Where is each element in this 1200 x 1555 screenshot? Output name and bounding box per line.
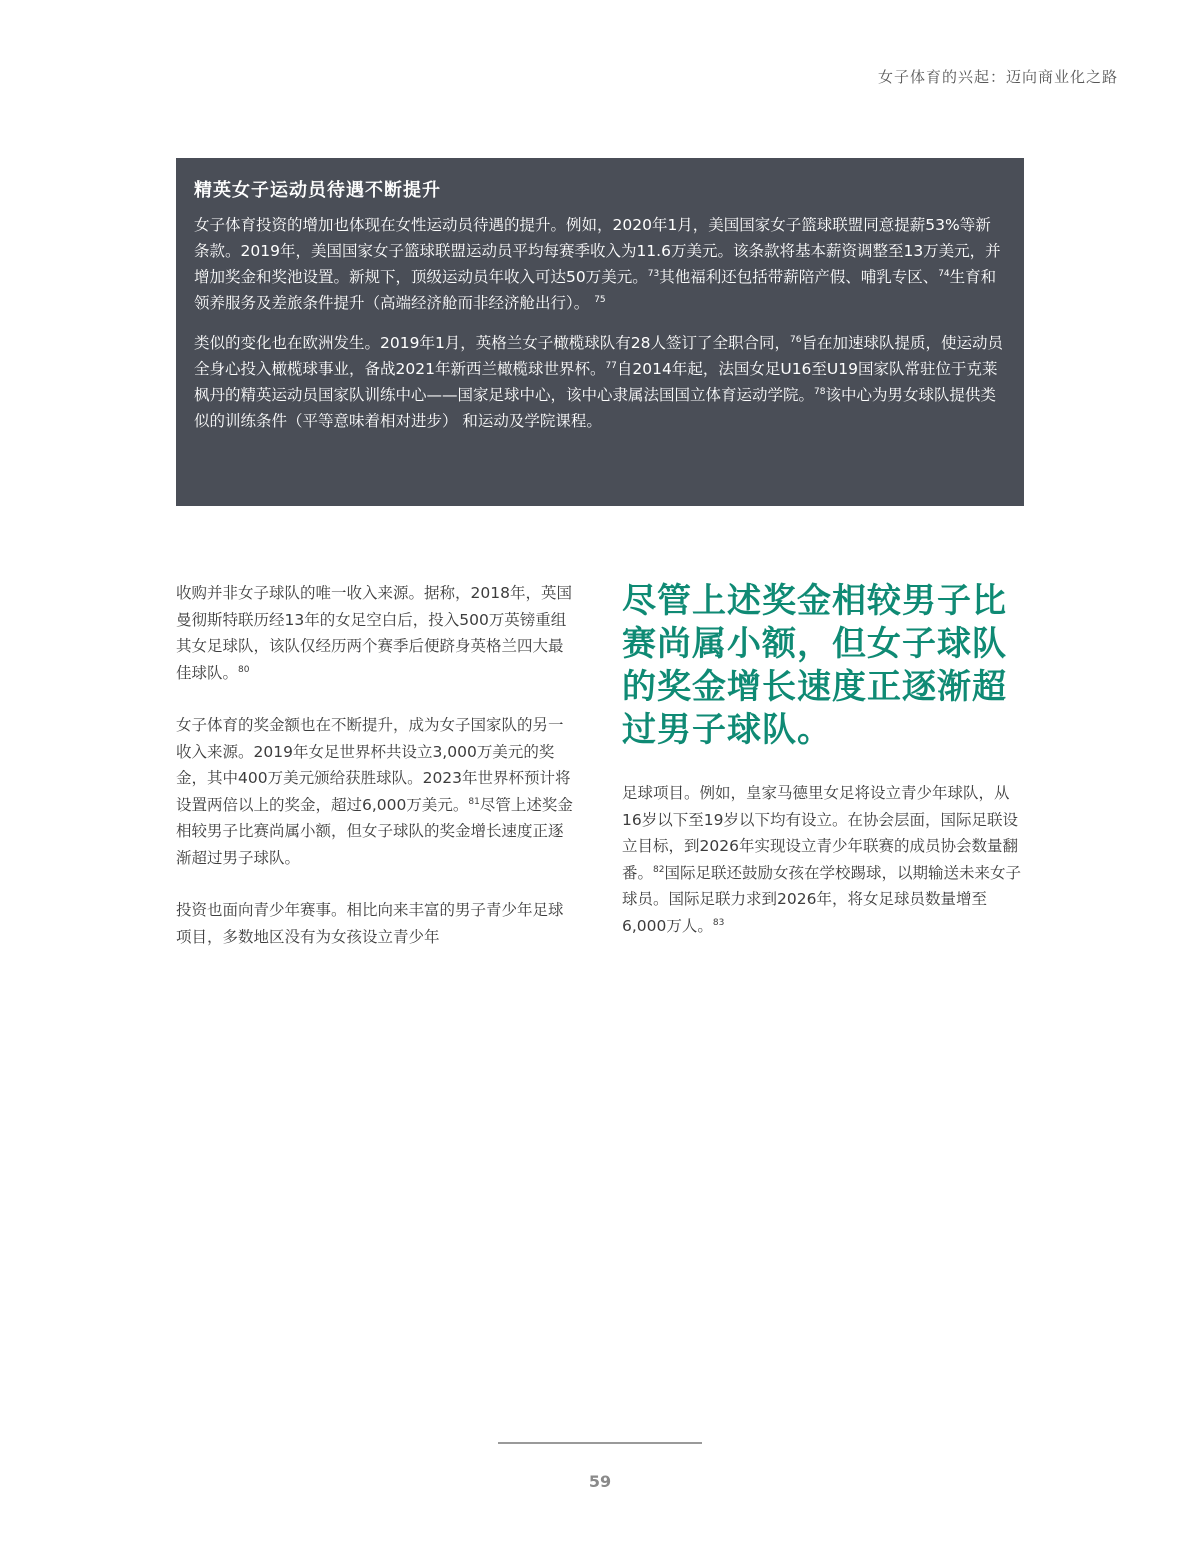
text-run: 其他福利还包括带薪陪产假、哺乳专区、 (659, 268, 939, 286)
body-paragraph (176, 712, 576, 871)
footnote-ref-78: 78 (814, 386, 826, 397)
body-paragraph (176, 580, 576, 686)
running-header: 女子体育的兴起：迈向商业化之路 (877, 68, 1118, 86)
callout-heading: 精英女子运动员待遇不断提升 (194, 180, 441, 201)
callout-box (176, 158, 1024, 506)
footnote-ref-81: 81 (468, 796, 480, 807)
text-run: 国际足联还鼓励女孩在学校踢球，以期输送未来女子球员。国际足联力求到2026年，将女足球员数量增至6,000万人。 (622, 863, 1021, 935)
left-column (176, 580, 576, 976)
pull-quote: 尽管上述奖金相较男子比赛尚属小额，但女子球队的奖金增长速度正逐渐超过男子球队。 (622, 581, 1007, 750)
footnote-ref-76: 76 (790, 334, 802, 345)
text-run: 旨在加速球队提质，使运动员全身心投入橄榄球事业，备战2021年新西兰橄榄球世界杯。 (194, 334, 1004, 378)
text-run: 尽管上述奖金相较男子比赛尚属小额，但女子球队的奖金增长速度正逐渐超过男子球队。 (176, 795, 573, 867)
footnote-ref-75: 75 (594, 294, 606, 305)
footnote-ref-77: 77 (605, 360, 617, 371)
text-run: 类似的变化也在欧洲发生。2019年1月，英格兰女子橄榄球队有28人签订了全职合同， (194, 334, 791, 352)
right-column (622, 580, 1024, 965)
footnote-ref-83: 83 (712, 917, 725, 928)
callout-paragraph (194, 330, 1006, 434)
footnote-ref-73: 73 (647, 268, 660, 279)
footnote-ref-74: 74 (938, 268, 950, 279)
body-paragraph (622, 780, 1024, 939)
text-run: 该中心为男女球队提供类似的训练条件（平等意味着相对进步） 和运动及学院课程。 (194, 386, 996, 430)
text-run: 足球项目。例如，皇家马德里女足将设立青少年球队，从16岁以下至19岁以下均有设立。在协会层面，国际足联设立目标，到2026年实现设立青少年联赛的成员协会数量翻番。 (622, 784, 1018, 882)
footnote-ref-82: 82 (653, 864, 665, 875)
text-run: 投资也面向青少年赛事。相比向来丰富的男子青少年足球项目，多数地区没有为女孩设立青少年 (176, 901, 564, 946)
footer-divider (498, 1442, 702, 1444)
text-run: 女子体育的奖金额也在不断提升，成为女子国家队的另一收入来源。2019年女足世界杯共设立3,000万美元的奖金，其中400万美元颁给获胜球队。2023年世界杯预计将设置两倍以上的奖金，超过6,000万美元。 (176, 716, 571, 814)
page-number: 59 (588, 1472, 612, 1491)
footnote-ref-80: 80 (238, 664, 250, 675)
text-run: 自2014年起，法国女足U16至U19国家队常驻位于克莱枫丹的精英运动员国家队训练中心——国家足球中心，该中心隶属法国国立体育运动学院。 (194, 360, 998, 404)
callout-paragraph (194, 212, 1006, 316)
text-run: 收购并非女子球队的唯一收入来源。据称，2018年，英国曼彻斯特联历经13年的女足空白后，投入500万英镑重组其女足球队，该队仅经历两个赛季后便跻身英格兰四大最佳球队。 (176, 584, 572, 682)
text-run: 生育和领养服务及差旅条件提升（高端经济舱而非经济舱出行）。 (194, 268, 997, 312)
body-paragraph (176, 897, 576, 950)
text-run: 女子体育投资的增加也体现在女性运动员待遇的提升。例如，2020年1月，美国国家女子篮球联盟同意提薪53%等新条款。2019年，美国国家女子篮球联盟运动员平均每赛季收入为11.6万美元。该条款将基本薪资调整至13万美元，并增加奖金和奖池设置。新规下，顶级运动员年收入可达50万美元。 (194, 216, 1001, 286)
